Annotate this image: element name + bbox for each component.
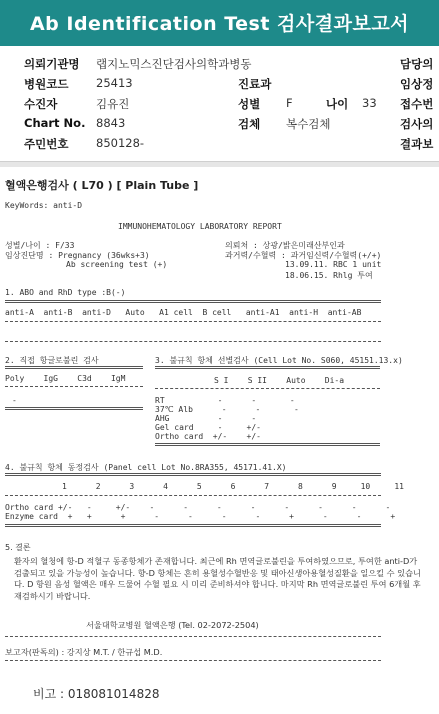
conclusion-text: 환자의 혈청에 항-D 적혈구 동종항체가 존재합니다. 최근에 Rh 면역글로불린을 투여하였으므로, 투여한 anti-D가 검출되고 있을 가능성이 높습니다. 향-D 항체는 흔히 용혈성수혈반응 및 태아신생아용혈성질환을 일으킬 수 있습니다. D 항원 음성 혈액은 매우 드물어 수혈 필요 시 미리 준비하셔야 합니다. 마지막 Rh 면역글로불린 투여 6개월 후 재검하시기 바랍니다. xyxy=(14,556,421,601)
conclusion-title: 5. 결론 xyxy=(5,543,31,552)
rule xyxy=(5,341,381,342)
abo-rhd-title: 1. ABO and RhD type :B(-) xyxy=(5,288,126,297)
header-row-patient: 수진자 김유진 성별 F 나이 33 접수번 xyxy=(24,96,434,111)
rule xyxy=(155,366,380,369)
transfusion-history: 과거력/수혈력 : 과거임신력/수혈력(+/+) xyxy=(225,251,382,260)
keywords: KeyWords: anti-D xyxy=(5,201,83,210)
header-row-resident-number: 주민번호 850128- 결과보 xyxy=(24,136,434,151)
panel-columns: 1 2 3 4 5 6 7 8 9 10 11 xyxy=(62,482,404,491)
report-title: Ab Identification Test 검사결과보고서 xyxy=(29,13,410,35)
dat-title: 2. 직접 항글로불린 검사 xyxy=(5,356,99,365)
rule xyxy=(155,388,380,389)
abo-columns: anti-A anti-B anti-D Auto A1 cell B cell anti-A1 anti-H anti-AB xyxy=(5,308,362,317)
screening-title: 3. 불규칙 항체 선별검사 (Cell Lot No. S060, 45151.13.x) xyxy=(155,356,403,365)
screening-row: Gel card - +/- xyxy=(155,423,261,432)
rule xyxy=(5,300,381,303)
remarks: 비고 : 018081014828 xyxy=(33,687,160,701)
identification-title: 4. 불규칙 항체 동정검사 (Panel cell Lot No.8RA355, 45171.41.X) xyxy=(5,463,287,472)
rule xyxy=(5,386,143,387)
lab-report-title: IMMUNOHEMATOLOGY LABORATORY REPORT xyxy=(118,222,282,231)
rule xyxy=(5,473,381,476)
header-row-chart: Chart No. 8843 검체 복수검체 검사의 xyxy=(24,116,434,131)
rule xyxy=(5,495,381,496)
header-row-hospital-code: 병원코드 25413 진료과 임상정 xyxy=(24,76,434,91)
clinical-diagnosis: 임상진단명 : Pregnancy (36wks+3) xyxy=(5,251,150,260)
rule xyxy=(5,524,381,527)
history-line-3: 18.06.15. Rhlg 투여 xyxy=(285,271,373,280)
rule xyxy=(5,407,143,410)
requester: 의뢰처 : 상광/밝은미래산부인과 xyxy=(225,241,345,250)
dat-result: - xyxy=(12,396,17,405)
screening-row: Ortho card +/- +/- xyxy=(155,432,261,441)
screening-row: 37℃ Alb - - - xyxy=(155,405,299,414)
hospital-contact: 서울대학교병원 혈액은행 (Tel. 02-2072-2504) xyxy=(86,620,259,630)
report-title-bar xyxy=(0,0,439,46)
rule xyxy=(155,443,380,446)
screening-row: RT - - - xyxy=(155,396,295,405)
rule xyxy=(5,636,381,637)
lab-report-body xyxy=(0,168,439,714)
screening-row: AHG - - xyxy=(155,414,257,423)
section-separator xyxy=(0,161,439,167)
section-title: 혈액은행검사 ( L70 ) [ Plain Tube ] xyxy=(5,179,199,192)
screening-columns: S I S II Auto Di-a xyxy=(214,376,345,385)
sex-age: 성별/나이 : F/33 xyxy=(5,241,75,250)
rule xyxy=(5,321,381,322)
panel-row-ortho: Ortho card +/- - +/- - - - - - - - - xyxy=(5,503,391,512)
panel-row-enzyme: Enzyme card + + + - - - - + - - + xyxy=(5,512,396,521)
screening-result: Ab screening test (+) xyxy=(66,260,168,269)
reporter: 보고자(판독의) : 강지상 M.T. / 한규섭 M.D. xyxy=(5,647,163,657)
patient-header xyxy=(0,48,439,166)
rule xyxy=(5,660,381,661)
dat-columns: Poly IgG C3d IgM xyxy=(5,374,126,383)
rule xyxy=(5,366,143,369)
header-row-institution: 의뢰기관명 랩지노믹스진단검사의학과병동 담당의 xyxy=(24,57,434,71)
history-line-2: 13.09.11. RBC 1 unit xyxy=(285,260,382,269)
